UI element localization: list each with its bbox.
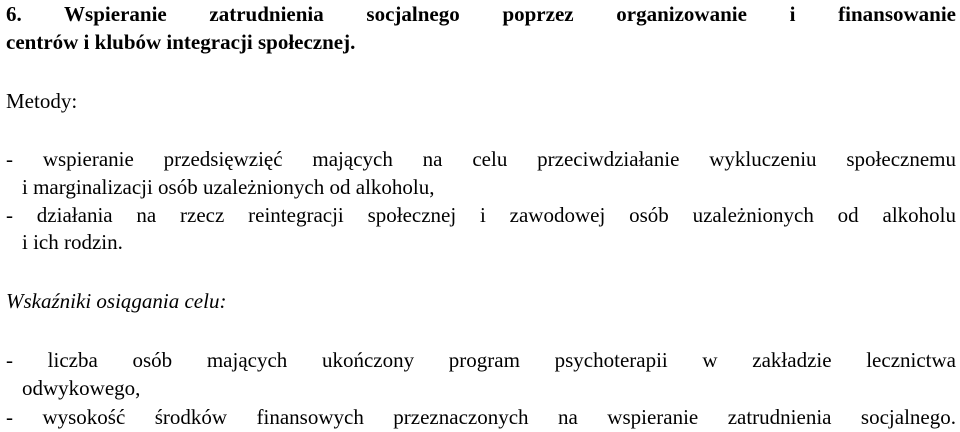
section-heading-line-2: centrów i klubów integracji społecznej.: [6, 30, 356, 54]
methods-item-2-line-2: i ich rodzin.: [22, 230, 123, 254]
section-heading-line-1: 6. Wspieranie zatrudnienia socjalnego poprzez organizowanie i finansowanie: [6, 2, 956, 26]
methods-item-1-line-1: - wspieranie przedsięwzięć mających na celu przeciwdziałanie wykluczeniu społecznemu: [6, 147, 956, 171]
methods-label: Metody:: [6, 89, 78, 113]
methods-item-2-line-1: - działania na rzecz reintegracji społecznej i zawodowej osób uzależnionych od alkoholu: [6, 203, 956, 227]
indicators-item-1-line-1: - liczba osób mających ukończony program psychoterapii w zakładzie lecznictwa: [6, 348, 956, 372]
indicators-item-2-line-1: - wysokość środków finansowych przeznaczonych na wspieranie zatrudnienia socjalnego.: [6, 405, 956, 429]
methods-item-1-line-2: i marginalizacji osób uzależnionych od alkoholu,: [22, 175, 435, 199]
indicators-item-1-line-2: odwykowego,: [22, 376, 141, 400]
indicators-label: Wskaźniki osiągania celu:: [6, 289, 227, 313]
